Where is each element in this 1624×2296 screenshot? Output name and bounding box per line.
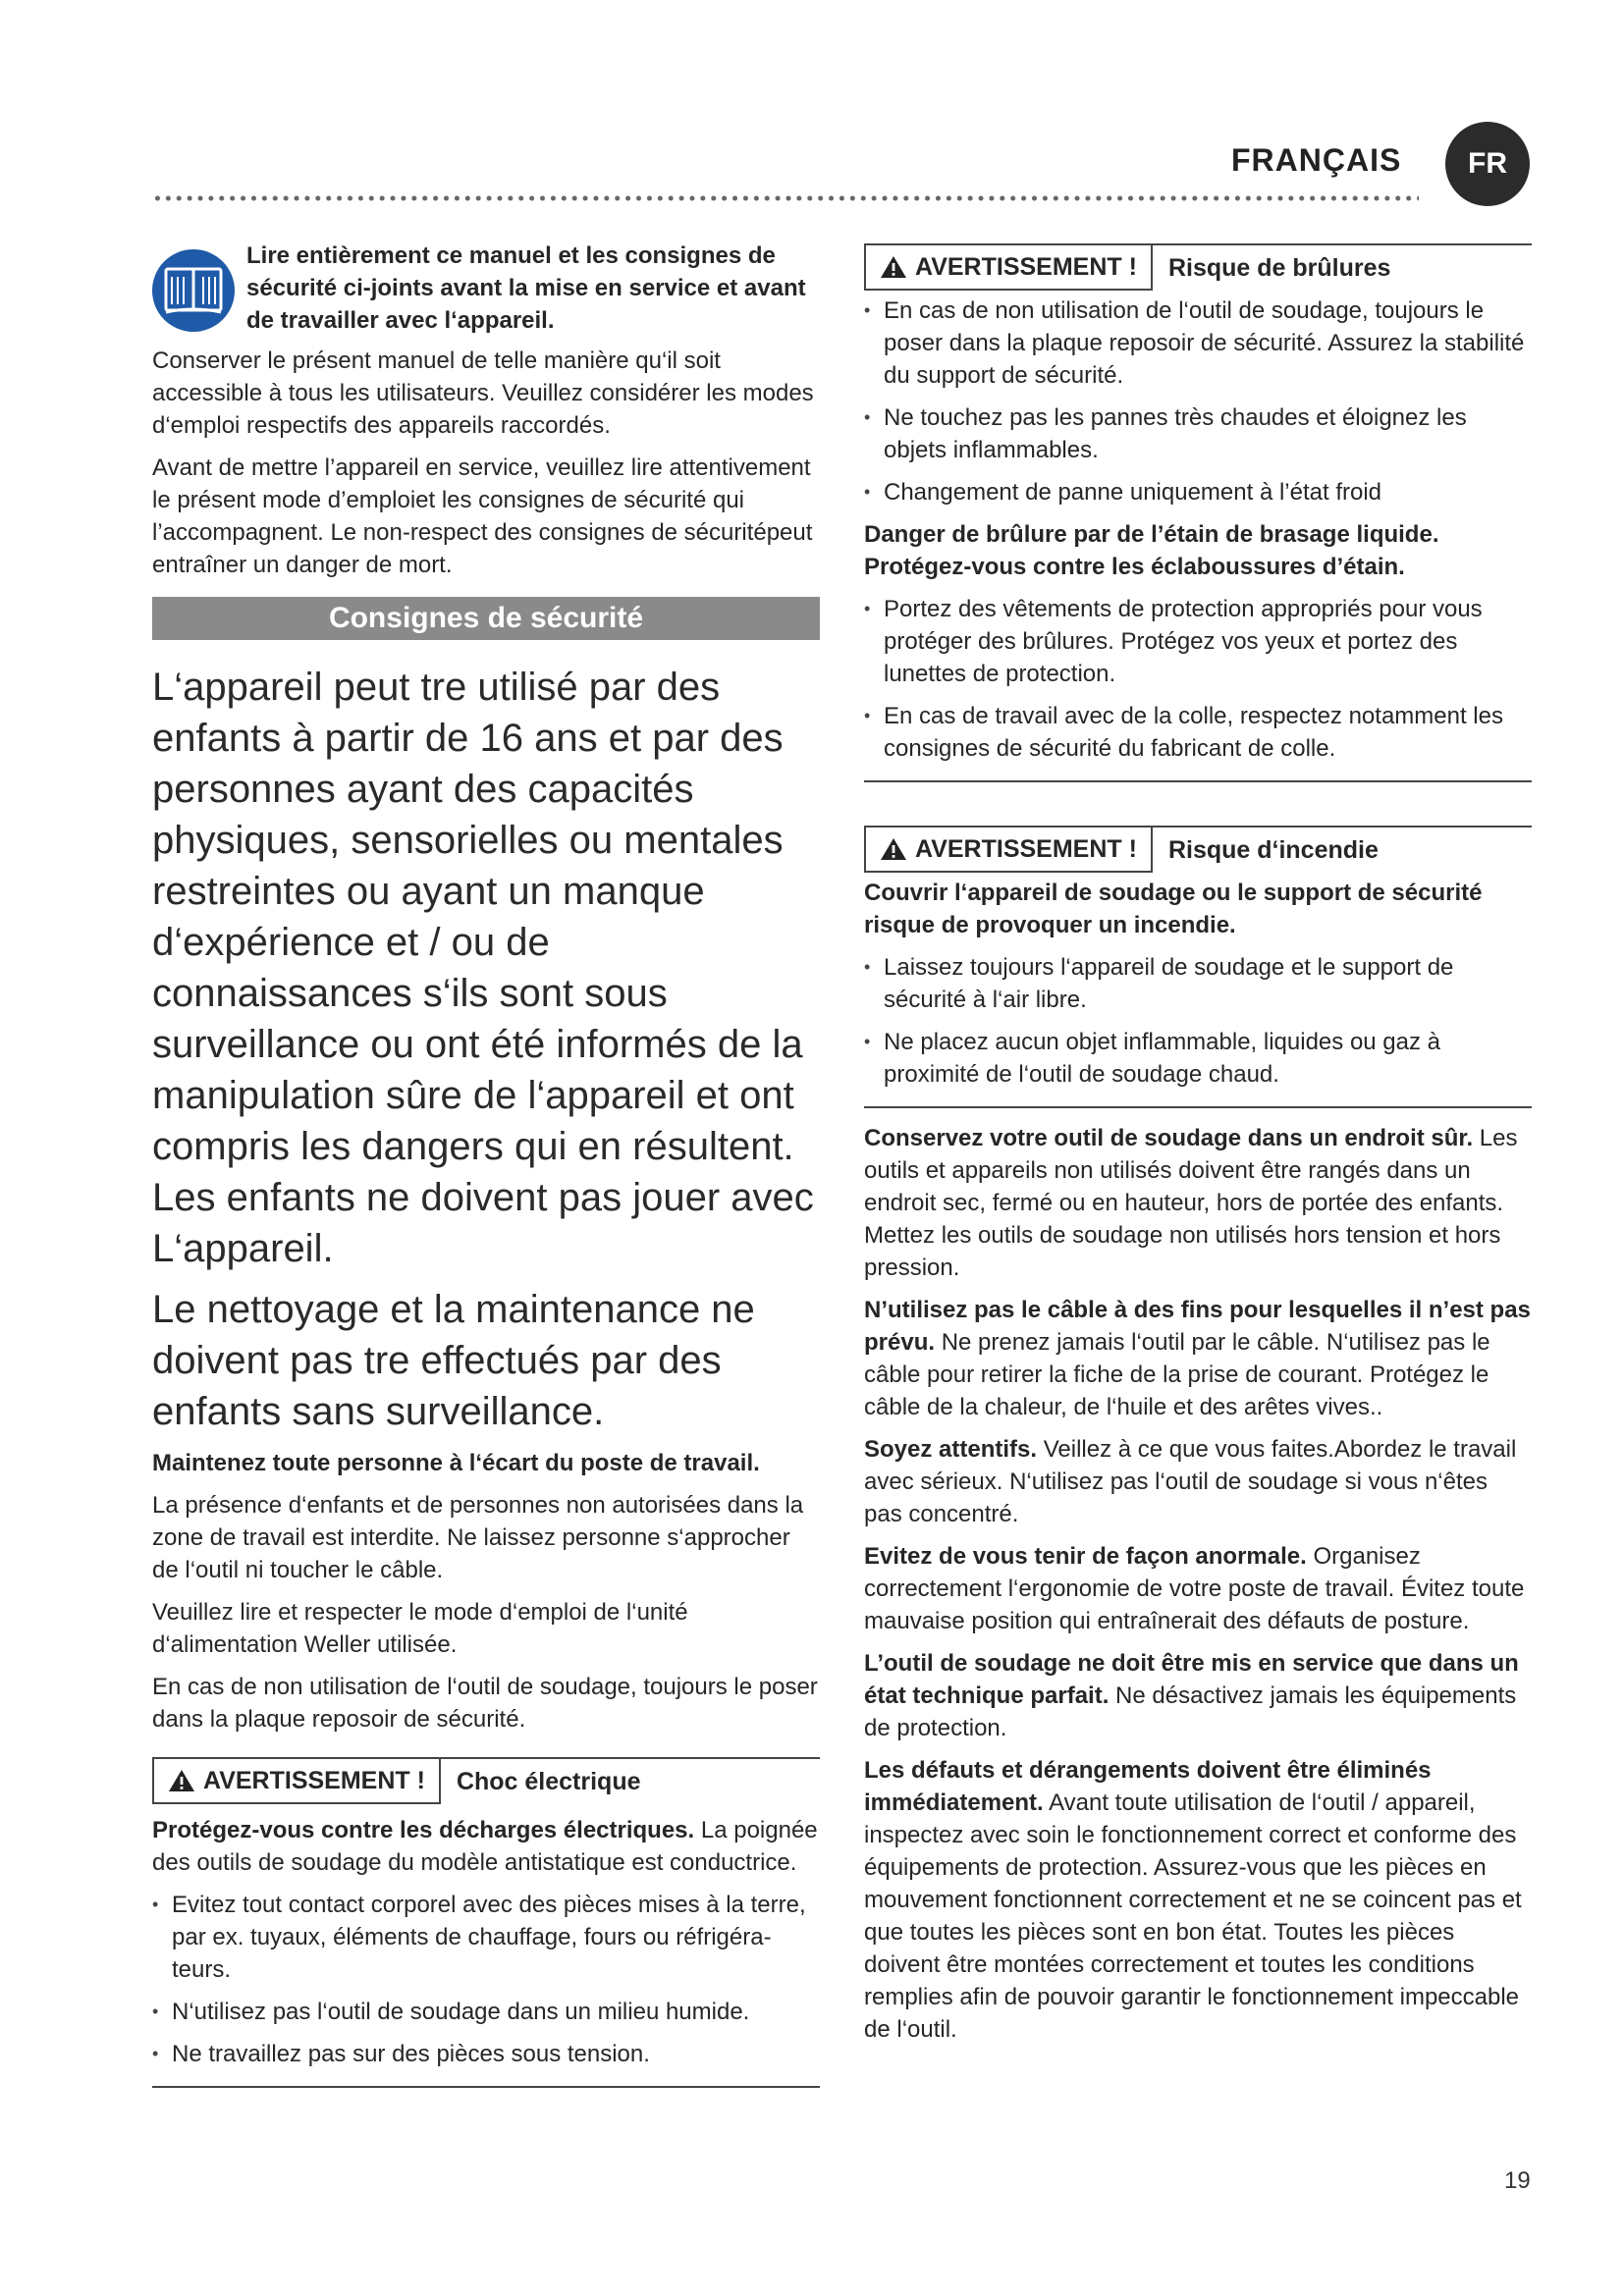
warning-header	[864, 828, 1532, 873]
warning-label-text: AVERTISSEMENT !	[915, 252, 1137, 281]
list-item: • Ne travaillez pas sur des pièces sous tension.	[152, 2038, 820, 2070]
warning-box-electric-shock	[152, 1757, 820, 2088]
paragraph-lead: Les défauts et dérangements doivent être éliminés immédiatement.	[864, 1757, 1432, 1816]
list-item: • Changement de panne uniquement à l’état froid	[864, 476, 1532, 508]
paragraph: En cas de non utilisation de l‘outil de soudage, toujours le poser dans la plaque reposoir de sécurité.	[152, 1674, 818, 1733]
warning-body	[864, 873, 1532, 1091]
paragraph-lead: Conservez votre outil de soudage dans un endroit sûr.	[864, 1125, 1474, 1151]
safety-paragraph	[864, 1754, 1532, 2046]
list-item: • Evitez tout contact corporel avec des pièces mises à la terre, par ex. tuyaux, éléments de chauffage, fours ou réfrigéra- teurs.	[152, 1889, 820, 1986]
book-icon	[152, 249, 235, 332]
section-title: Consignes de sécurité	[152, 597, 820, 640]
list-item: • Ne touchez pas les pannes très chaudes et éloignez les objets inflammables.	[864, 401, 1532, 466]
language-title: FRANÇAIS	[1231, 142, 1402, 178]
paragraph-rest: Avant toute utilisation de l‘outil / appareil, inspectez avec soin le fonctionnement correct et conforme des équipements de protection. Assurez-vous que les pièces en mouvement fonctionnent correctement et ne se coincent pas et que toutes les pièces sont en bon état. Toutes les pièces doivent être montées correctement et toutes les conditions remplies afin de pouvoir garantir le fonctionnement impeccable de l‘outil.	[864, 1789, 1522, 2043]
paragraph: Conserver le présent manuel de telle manière qu‘il soit accessible à tous les utilisateurs. Veuillez considérer les modes d‘emploi respectifs des appareils raccordés.	[152, 347, 814, 439]
warning-topic: Choc électrique	[456, 1767, 641, 1795]
warning-box-burns	[864, 243, 1532, 782]
warning-topic: Risque de brûlures	[1167, 253, 1391, 282]
bullet-list	[864, 951, 1532, 1091]
bullet-list	[864, 593, 1532, 765]
paragraph-rest: Les outils et appareils non utilisés doivent être rangés dans un endroit sec, fermé ou en hauteur, hors de portée des enfants. Mettez les outils de soudage non utilisés hors tension et hors pression.	[864, 1125, 1518, 1281]
warning-bold-text: Couvrir l‘appareil de soudage ou le support de sécurité risque de provoquer un incendie.	[864, 880, 1483, 938]
safety-paragraph	[864, 1294, 1532, 1423]
right-column	[864, 236, 1532, 2056]
paragraph: La présence d‘enfants et de personnes non autorisées dans la zone de travail est interdite. Ne laissez personne s‘approcher de l‘outil ni toucher le câble.	[152, 1492, 804, 1583]
bullet-list	[864, 294, 1532, 508]
left-column	[152, 236, 820, 2088]
warning-label-text: AVERTISSEMENT !	[203, 1766, 425, 1794]
list-item: • N‘utilisez pas l‘outil de soudage dans un milieu humide.	[152, 1996, 820, 2028]
warning-lead-rest: La poignée des outils de soudage du modèle antistatique est conductrice.	[152, 1817, 818, 1876]
page-number: 19	[1504, 2167, 1531, 2194]
bullet-list	[152, 1889, 820, 2070]
safety-paragraphs	[864, 1122, 1532, 2046]
paragraph-rest: Ne désactivez jamais les équipements de protection.	[864, 1682, 1517, 1741]
warning-header	[152, 1759, 820, 1804]
list-item: • Laissez toujours l‘appareil de soudage et le support de sécurité à l‘air libre.	[864, 951, 1532, 1016]
paragraph-lead: Evitez de vous tenir de façon anormale.	[864, 1543, 1307, 1570]
safety-paragraph	[864, 1540, 1532, 1637]
intro-notice	[152, 236, 820, 337]
paragraph-lead: N’utilisez pas le câble à des fins pour lesquelles il n’est pas prévu.	[864, 1297, 1531, 1356]
paragraph: Avant de mettre l’appareil en service, veuillez lire attentivement le présent mode d’emploiet les consignes de sécurité qui l’accompagnent. Le non-respect des consignes de sécuritépeut entraîner un danger de mort.	[152, 454, 813, 578]
warning-topic: Risque d‘incendie	[1167, 835, 1379, 864]
language-badge: FR	[1445, 122, 1530, 206]
warning-label-text: AVERTISSEMENT !	[915, 834, 1137, 863]
safety-paragraph	[864, 1433, 1532, 1530]
paragraph-lead: L’outil de soudage ne doit être mis en service que dans un état technique parfait.	[864, 1650, 1519, 1709]
large-notice-cleaning: Le nettoyage et la maintenance ne doivent pas tre effectués par des enfants sans surveillance.	[152, 1288, 755, 1433]
list-item: • Portez des vêtements de protection appropriés pour vous protéger des brûlures. Protégez vos yeux et portez des lunettes de protection.	[864, 593, 1532, 690]
warning-body	[152, 1804, 820, 2070]
paragraph-rest: Veillez à ce que vous faites.Abordez le travail avec sérieux. N‘utilisez pas l‘outil de soudage si vous n‘êtes pas concentré.	[864, 1436, 1517, 1527]
warning-triangle-icon	[168, 1769, 195, 1792]
warning-bold-text: Danger de brûlure par de l’étain de brasage liquide. Protégez-vous contre les éclaboussures d’étain.	[864, 521, 1439, 580]
warning-triangle-icon	[880, 837, 907, 861]
bold-heading: Maintenez toute personne à l‘écart du poste de travail.	[152, 1450, 760, 1476]
safety-paragraph	[864, 1647, 1532, 1744]
warning-triangle-icon	[880, 255, 907, 279]
safety-paragraph	[864, 1122, 1532, 1284]
paragraph-rest: Ne prenez jamais l‘outil par le câble. N‘utilisez pas le câble pour retirer la fiche de la prise de courant. Protégez le câble de la chaleur, de l‘huile et des arêtes vives..	[864, 1329, 1490, 1420]
warning-box-fire	[864, 826, 1532, 1108]
paragraph-lead: Soyez attentifs.	[864, 1436, 1038, 1463]
list-item: • En cas de travail avec de la colle, respectez notamment les consignes de sécurité du fabricant de colle.	[864, 700, 1532, 765]
warning-label	[152, 1759, 441, 1804]
warning-body	[864, 291, 1532, 765]
warning-lead	[152, 1814, 820, 1879]
large-notice-children: L‘appareil peut tre utilisé par des enfants à partir de 16 ans et par des personnes ayant des capacités physiques, sensorielles ou mentales restreintes ou ayant un manque d‘expérience et / ou de connaissances s‘ils sont sous surveillance ou ont été informés de la manipulation sûre de l‘appareil et ont compris les dangers qui en résultent. Les enfants ne doivent pas jouer avec L‘appareil.	[152, 666, 814, 1270]
warning-lead-bold: Protégez-vous contre les décharges électriques.	[152, 1817, 695, 1843]
paragraph: Veuillez lire et respecter le mode d‘emploi de l‘unité d‘alimentation Weller utilisée.	[152, 1599, 688, 1658]
intro-bold-text: Lire entièrement ce manuel et les consignes de sécurité ci-joints avant la mise en service et avant de travailler avec l‘appareil.	[246, 242, 806, 334]
warning-label	[864, 245, 1153, 291]
warning-label	[864, 828, 1153, 873]
paragraph-rest: Organisez correctement l‘ergonomie de votre poste de travail. Évitez toute mauvaise position qui entraînerait des défauts de posture.	[864, 1543, 1525, 1634]
list-item: • En cas de non utilisation de l‘outil de soudage, toujours le poser dans la plaque reposoir de sécurité. Assurez la stabilité du support de sécurité.	[864, 294, 1532, 392]
dotted-divider	[152, 194, 1419, 202]
list-item: • Ne placez aucun objet inflammable, liquides ou gaz à proximité de l‘outil de soudage chaud.	[864, 1026, 1532, 1091]
warning-header	[864, 245, 1532, 291]
